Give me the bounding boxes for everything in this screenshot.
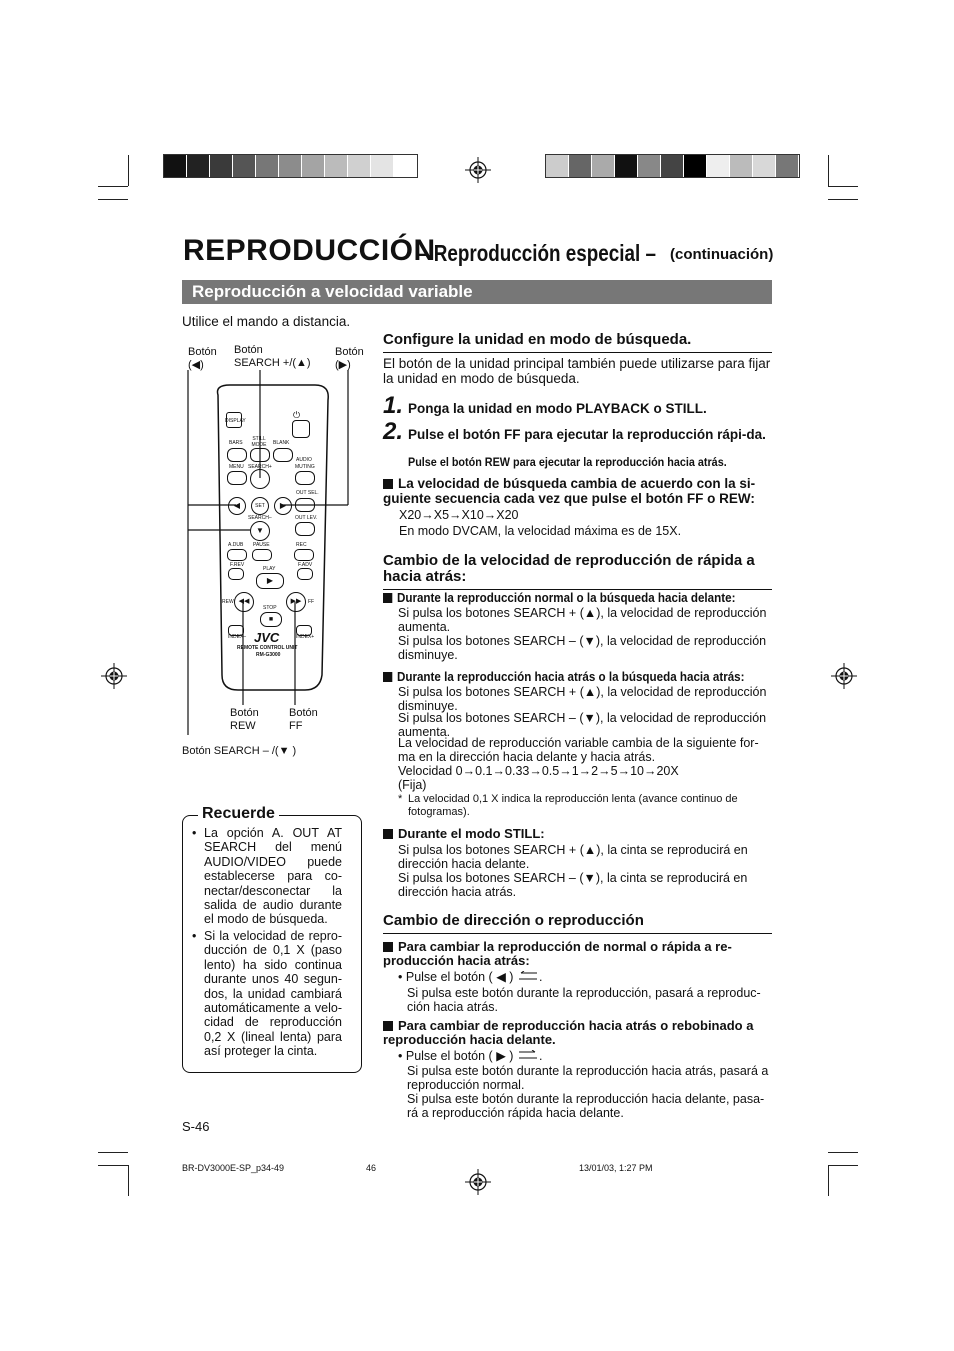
forward-button[interactable]: ▶ xyxy=(274,497,292,515)
bullet-text: Si pulsa este botón durante la reproducción hacia atrás, pasará a reproducción normal. xyxy=(407,1064,769,1092)
step-text: Pulse el botón FF para ejecutar la reproducción rápi-da. xyxy=(408,427,766,442)
label-fwd-button: Botón (▶) xyxy=(335,346,364,371)
dvcam-note: En modo DVCAM, la velocidad máxima es de 15X. xyxy=(399,524,682,538)
search-mode-body: El botón de la unidad principal también puede utilizarse para fijar la unidad en modo de búsqueda. xyxy=(383,356,771,386)
still-mode-label: STILL MODE xyxy=(251,436,267,448)
rew-button[interactable]: ◀◀ xyxy=(234,592,254,612)
label-rew-button: Botón REW xyxy=(230,707,259,732)
pause-label: PAUSE xyxy=(253,542,270,548)
index-plus-button[interactable] xyxy=(296,625,312,636)
muting-label: MUTING xyxy=(295,464,315,470)
footer-file: BR-DV3000E-SP_p34-49 xyxy=(182,1163,285,1173)
speed-sequence: Velocidad 0→0.1→0.33→0.5→1→2→5→10→20X xyxy=(398,764,679,778)
remote-unit-label: REMOTE CONTROL UNIT xyxy=(237,645,298,651)
audio-label: AUDIO xyxy=(296,457,312,463)
page-title: REPRODUCCIÓN xyxy=(183,234,436,267)
blank-button[interactable] xyxy=(273,448,293,462)
search-speed-note: La velocidad de búsqueda cambia de acuerdo con la si-guiente secuencia cada vez que pulse el botón FF o REW: xyxy=(383,476,756,506)
page-subtitle: – Reproducción especial – xyxy=(418,240,656,266)
step-subtext: Pulse el botón REW para ejecutar la reproducción hacia atrás. xyxy=(408,455,727,469)
index-minus-label: INDEX– xyxy=(228,634,247,640)
stop-label: STOP xyxy=(263,605,277,611)
frev-button[interactable] xyxy=(228,568,244,580)
bullet-text: Si pulsa este botón durante la reproducción hacia delante, pasa-rá a reproducción rápida hacia delante. xyxy=(407,1092,765,1120)
footer-page: 46 xyxy=(366,1163,377,1173)
adub-button[interactable] xyxy=(227,549,247,561)
intro-text: Utilice el mando a distancia. xyxy=(182,314,351,329)
bullet-text: • Pulse el botón ( ◀ ) . xyxy=(398,970,543,984)
rec-label: REC xyxy=(296,542,307,548)
bullet-text: Si pulsa los botones SEARCH – (▼), la velocidad de reproducción aumenta. xyxy=(398,711,767,739)
recuerde-item: • Si la velocidad de repro-ducción de 0,1 X (paso lento) ha sido continua durante unos 40 segun-dos, la unidad cambiará automáticamente a velo-cidad de reproducción 0,2 X (lineal lenta) para así proteger la cinta. xyxy=(192,929,342,1059)
fwd-arrow-icon xyxy=(517,1050,539,1060)
bullet-text: Si pulsa los botones SEARCH – (▼), la cinta se reproducirá en dirección hacia atrás. xyxy=(398,871,748,899)
out-sel-button[interactable] xyxy=(295,498,315,512)
registration-mark-icon xyxy=(831,663,857,689)
bullet-heading: Para cambiar la reproducción de normal o rápida a re-producción hacia atrás: xyxy=(383,939,732,968)
section-bar: Reproducción a velocidad variable xyxy=(182,280,772,304)
speed-sequence: X20→X5→X10→X20 xyxy=(399,508,519,522)
stop-button[interactable]: ■ xyxy=(260,612,282,627)
rev-arrow-icon xyxy=(517,971,539,981)
ff-button[interactable]: ▶▶ xyxy=(286,592,306,612)
index-minus-button[interactable] xyxy=(228,625,244,636)
recuerde-item: • La opción A. OUT AT SEARCH del menú AUDIO/VIDEO puede establecerse para co-nectar/desconectar la salida de audio durante el modo de búsqueda. xyxy=(192,826,342,927)
recuerde-title: Recuerde xyxy=(198,805,279,823)
brand-logo: JVC xyxy=(254,630,280,645)
bullet-text: La velocidad de reproducción variable cambia de la siguiente for-ma en la dirección hacia delante y hacia atrás. xyxy=(398,736,759,764)
page-number: S-46 xyxy=(182,1119,210,1134)
bullet-heading: Durante la reproducción normal o la búsqueda hacia delante: xyxy=(383,591,772,605)
fadv-label: F.ADV xyxy=(298,562,313,568)
fixed-label: (Fija) xyxy=(398,778,427,792)
reverse-button[interactable]: ◀ xyxy=(228,497,246,515)
adub-label: A.DUB xyxy=(228,542,244,548)
power-icon: ⏻ xyxy=(293,410,301,420)
label-search-plus: Botón SEARCH +/(▲) xyxy=(234,344,311,369)
bullet-text: Si pulsa este botón durante la reproducción, pasará a reproduc-ción hacia atrás. xyxy=(407,986,761,1014)
blank-label: BLANK xyxy=(273,440,290,446)
grayscale-bar-right xyxy=(545,154,800,178)
continuation-label: (continuación) xyxy=(670,246,774,263)
bullet-text: Si pulsa los botones SEARCH – (▼), la velocidad de reproducción disminuye. xyxy=(398,634,767,662)
label-rev-button: Botón (◀) xyxy=(188,346,217,371)
bullet-text: Si pulsa los botones SEARCH + (▲), la cinta se reproducirá en dirección hacia delante. xyxy=(398,843,748,871)
index-plus-label: INDEX+ xyxy=(296,634,315,640)
menu-button[interactable] xyxy=(227,471,247,485)
bullet-heading: Para cambiar de reproducción hacia atrás o rebobinado a reproducción hacia delante. xyxy=(383,1018,754,1047)
section-title-search-mode: Configure la unidad en modo de búsqueda. xyxy=(383,332,772,353)
step-number: 1. xyxy=(383,392,404,419)
bullet-text: Si pulsa los botones SEARCH + (▲), la velocidad de reproducción disminuye. xyxy=(398,685,767,713)
section-title-direction: Cambio de dirección o reproducción xyxy=(383,913,772,934)
out-lev-button[interactable] xyxy=(295,522,315,536)
bullet-heading: Durante el modo STILL: xyxy=(383,827,772,841)
remote-control-illustration xyxy=(180,370,360,760)
pause-button[interactable] xyxy=(252,549,272,561)
muting-button[interactable] xyxy=(295,471,315,485)
registration-mark-icon xyxy=(465,1169,491,1195)
label-search-minus: Botón SEARCH – /(▼ ) xyxy=(182,745,297,757)
bullet-text: • Pulse el botón ( ▶ ) . xyxy=(398,1049,543,1063)
search-minus-button[interactable]: ▼ xyxy=(250,521,270,541)
bars-label: BARS xyxy=(229,440,243,446)
out-sel-label: OUT SEL. xyxy=(296,490,319,496)
play-label: PLAY xyxy=(263,566,276,572)
ff-label: FF xyxy=(308,599,315,605)
out-lev-label: OUT LEV. xyxy=(295,515,318,521)
bullet-text: Si pulsa los botones SEARCH + (▲), la velocidad de reproducción aumenta. xyxy=(398,606,767,634)
search-plus-label: SEARCH+ xyxy=(248,464,272,470)
bullet-heading: Durante la reproducción hacia atrás o la búsqueda hacia atrás: xyxy=(383,670,772,684)
step-text: Ponga la unidad en modo PLAYBACK o STILL. xyxy=(408,401,707,416)
step-number: 2. xyxy=(383,418,404,445)
display-key-label: DISPLAY xyxy=(225,418,246,424)
registration-mark-icon xyxy=(465,157,491,183)
menu-label: MENU xyxy=(229,464,244,470)
power-button[interactable] xyxy=(292,420,310,438)
search-plus-button[interactable] xyxy=(250,469,270,489)
registration-mark-icon xyxy=(101,663,127,689)
footer-date: 13/01/03, 1:27 PM xyxy=(579,1163,653,1173)
label-ff-button: Botón FF xyxy=(289,707,318,732)
footnote: * La velocidad 0,1 X indica la reproducción lenta (avance continuo de fotogramas). xyxy=(398,793,738,818)
remote-model-label: RM-G3000 xyxy=(256,652,281,658)
rew-label: REW xyxy=(222,599,234,605)
frev-label: F.REV xyxy=(230,562,245,568)
search-minus-label: SEARCH– xyxy=(248,515,272,521)
set-button[interactable]: SET xyxy=(251,497,269,515)
section-title-speed-change: Cambio de la velocidad de reproducción de rápida a hacia atrás: xyxy=(383,553,772,590)
bars-button[interactable] xyxy=(227,448,247,462)
grayscale-bar-left xyxy=(163,154,418,178)
fadv-button[interactable] xyxy=(297,568,313,580)
still-mode-button[interactable] xyxy=(250,448,270,462)
play-button[interactable]: ▶ xyxy=(256,573,284,589)
rec-button[interactable] xyxy=(294,549,314,561)
